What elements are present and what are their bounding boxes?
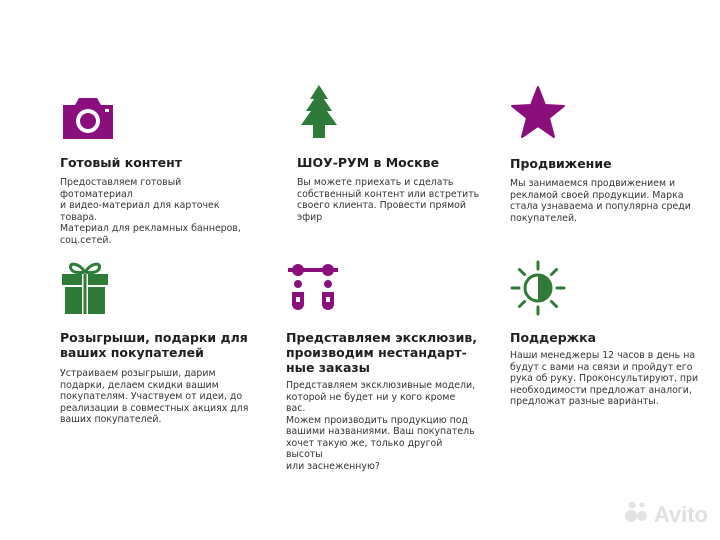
star-icon <box>510 86 566 140</box>
feature-title: Поддержка <box>510 330 597 345</box>
feature-title: Представляем эксклюзив, производим нестандарт- ные заказы <box>286 330 477 375</box>
feature-title: Продвижение <box>510 156 612 171</box>
avito-logo-icon <box>624 500 650 530</box>
feature-description: Вы можете приехать и сделать собственный контент или встретить своего клиента. Провести прямой эфир <box>297 177 480 223</box>
earrings-icon <box>288 264 338 312</box>
feature-description: Мы занимаемся продвижением и рекламой своей продукции. Марка стала узнаваема и популярна среди покупателей. <box>510 178 691 224</box>
fir-tree-icon <box>297 85 341 141</box>
avito-watermark <box>624 500 708 530</box>
feature-description: Наши менеджеры 12 часов в день на будут с вами на связи и пройдут его рука об руку. Проконсультируют, при необходимости предложат аналоги, предложат разные варианты. <box>510 350 699 407</box>
camera-icon <box>60 95 116 141</box>
feature-title: Готовый контент <box>60 155 183 170</box>
feature-title: ШОУ-РУМ в Москве <box>297 155 440 170</box>
feature-description: Представляем эксклюзивные модели, которой не будет ни у кого кроме вас. Можем производить продукцию под вашими названиями. Ваш покупатель хочет такую же, только другой высоты или заснеженную? <box>286 380 476 472</box>
day-night-icon <box>510 260 566 316</box>
gift-icon <box>60 260 110 316</box>
avito-watermark-text: Avito <box>653 502 708 527</box>
feature-title: Розыгрыши, подарки для ваших покупателей <box>60 330 248 360</box>
feature-description: Предоставляем готовый фотоматериал и видео-материал для карточек товара. Материал для рекламных баннеров, соц.сетей. <box>60 177 241 246</box>
feature-description: Устраиваем розыгрыши, дарим подарки, делаем скидки вашим покупателям. Участвуем от идеи, до реализации в совместных акциях для ваших покупателей. <box>60 368 249 425</box>
